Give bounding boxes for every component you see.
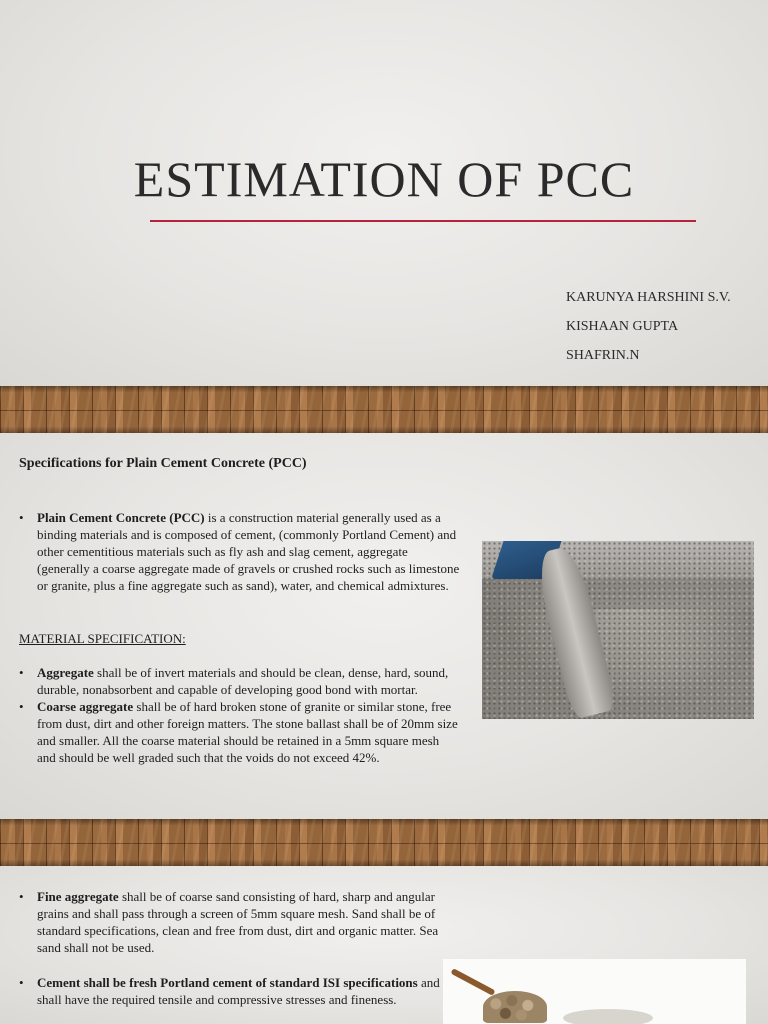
list-item [19, 974, 461, 1008]
list-item [19, 509, 461, 594]
bullet-icon: • [19, 975, 24, 990]
bullet-icon: • [19, 889, 24, 904]
author-name: SHAFRIN.N [566, 348, 640, 363]
term-bold: Fine aggregate [37, 889, 119, 904]
bullet-icon: • [19, 510, 24, 525]
specifications-heading: Specifications for Plain Cement Concrete (PCC) [19, 456, 307, 471]
authors-list [566, 289, 731, 376]
material-list [19, 664, 461, 766]
wood-floor-divider [0, 386, 768, 433]
list-item [19, 664, 461, 698]
term-bold: Coarse aggregate [37, 699, 134, 714]
bullet-icon: • [19, 665, 24, 680]
materials-continued-slide [0, 866, 768, 1024]
fine-aggregate-list [19, 888, 461, 956]
material-specification-heading [19, 630, 461, 647]
list-item [19, 888, 461, 956]
wood-floor-divider [0, 819, 768, 866]
trowel-icon [450, 968, 495, 996]
author-name: KARUNYA HARSHINI S.V. [566, 290, 731, 305]
term-text: shall be of invert materials and should be clean, dense, hard, sound, durable, nonabsorbent and capable of developing good bond with mortar. [37, 665, 449, 697]
list-item [19, 698, 461, 766]
concrete-pour-photo [482, 541, 754, 719]
term-bold: Aggregate [37, 665, 94, 680]
term-bold: Cement shall be fresh Portland cement of standard ISI specifications [37, 975, 418, 990]
term-bold: Plain Cement Concrete (PCC) [37, 510, 205, 525]
term-text: shall be of coarse sand consisting of hard, sharp and angular grains and shall pass through a screen of 5mm square mesh. Sand shall be of standard specifications, clean and free from dust, dirt and organic matter. Sea sand shall not be used. [37, 889, 439, 955]
cement-list [19, 974, 461, 1008]
slide-title: ESTIMATION OF PCC [133, 151, 635, 207]
subheading: MATERIAL SPECIFICATION: [19, 631, 186, 646]
stones-icon [483, 991, 547, 1023]
title-underline [150, 220, 696, 222]
term-text: is a construction material generally used as a binding materials and is composed of cement, (commonly Portland Cement) and other cementitious materials such as fly ash and slag cement, aggregate (generally a coarse aggregate made of gravels or crushed rocks such as limestone or granite, plus a fine aggregate such as sand), water, and chemical admixtures. [37, 510, 460, 593]
author-name: KISHAAN GUPTA [566, 319, 679, 334]
bullet-icon: • [19, 699, 24, 714]
term-text: and shall have the required tensile and compressive stresses and fineness. [37, 975, 440, 1007]
specifications-slide [0, 433, 768, 819]
intro-paragraph [19, 509, 461, 594]
aggregate-trowel-photo [443, 959, 746, 1024]
term-text: shall be of hard broken stone of granite or similar stone, free from dust, dirt and other foreign matters. The stone ballast shall be of 20mm size and smaller. All the coarse material should be retained in a 5mm square mesh and should be well graded such that the voids do not exceed 42%. [37, 699, 458, 765]
title-slide [0, 0, 768, 386]
